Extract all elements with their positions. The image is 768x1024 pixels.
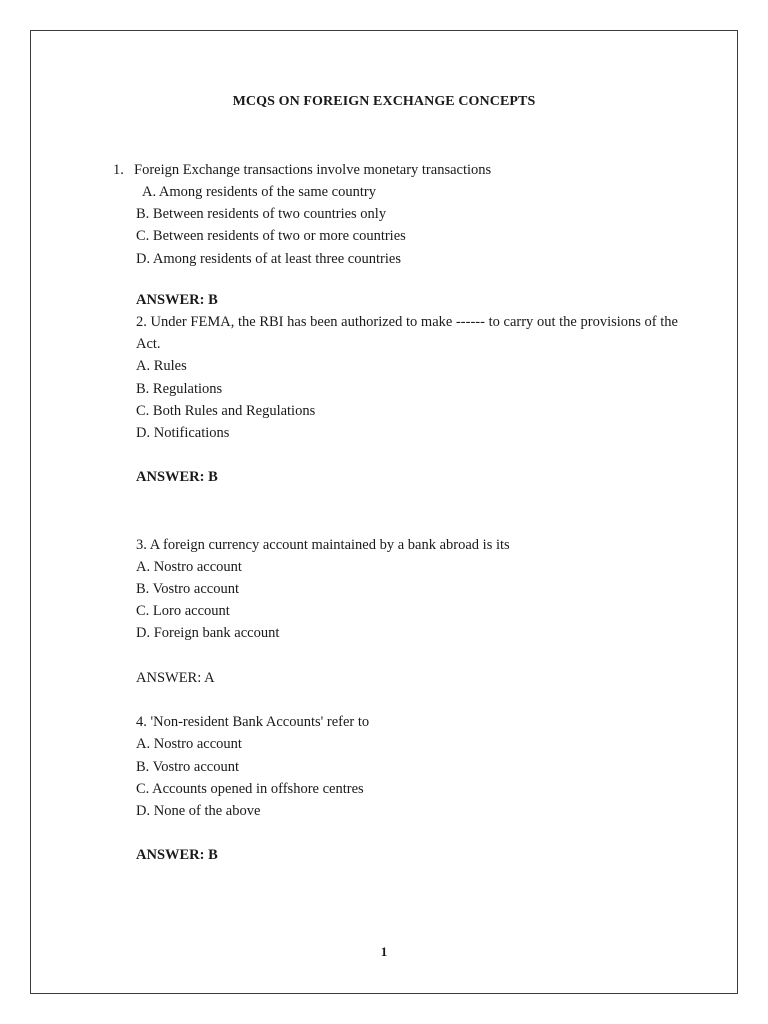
question-2-text: 2. Under FEMA, the RBI has been authorized to make ------ to carry out the provisions of the Act. [136, 314, 678, 352]
question-4-text: 4. 'Non-resident Bank Accounts' refer to [136, 714, 370, 730]
question-1-number: 1. [113, 162, 124, 178]
question-3-answer: ANSWER: A [136, 670, 215, 686]
document-title: MCQS ON FOREIGN EXCHANGE CONCEPTS [232, 94, 536, 109]
question-3-text: 3. A foreign currency account maintained by a bank abroad is its [136, 537, 510, 553]
question-2-option-d: D. Notifications [136, 425, 230, 441]
question-3-option-c: C. Loro account [136, 603, 230, 619]
question-1-text: Foreign Exchange transactions involve monetary transactions [134, 162, 492, 178]
question-3-option-d: D. Foreign bank account [136, 625, 280, 641]
question-1-answer: ANSWER: B [136, 292, 218, 308]
question-2-option-a: A. Rules [136, 358, 187, 374]
question-1-option-d: D. Among residents of at least three countries [136, 251, 401, 267]
question-1-option-c: C. Between residents of two or more countries [136, 228, 406, 244]
question-1-option-b: B. Between residents of two countries only [136, 206, 387, 222]
question-4-option-d: D. None of the above [136, 803, 261, 819]
page-number: 1 [380, 944, 388, 959]
question-1-option-a: A. Among residents of the same country [142, 184, 376, 200]
question-3-option-b: B. Vostro account [136, 581, 239, 597]
question-4-option-a: A. Nostro account [136, 736, 242, 752]
question-3-option-a: A. Nostro account [136, 559, 242, 575]
question-4-answer: ANSWER: B [136, 847, 218, 863]
question-2-option-c: C. Both Rules and Regulations [136, 403, 316, 419]
question-4-option-b: B. Vostro account [136, 759, 239, 775]
question-2-option-b: B. Regulations [136, 381, 223, 397]
question-2-answer: ANSWER: B [136, 469, 218, 485]
question-4-option-c: C. Accounts opened in offshore centres [136, 781, 364, 797]
